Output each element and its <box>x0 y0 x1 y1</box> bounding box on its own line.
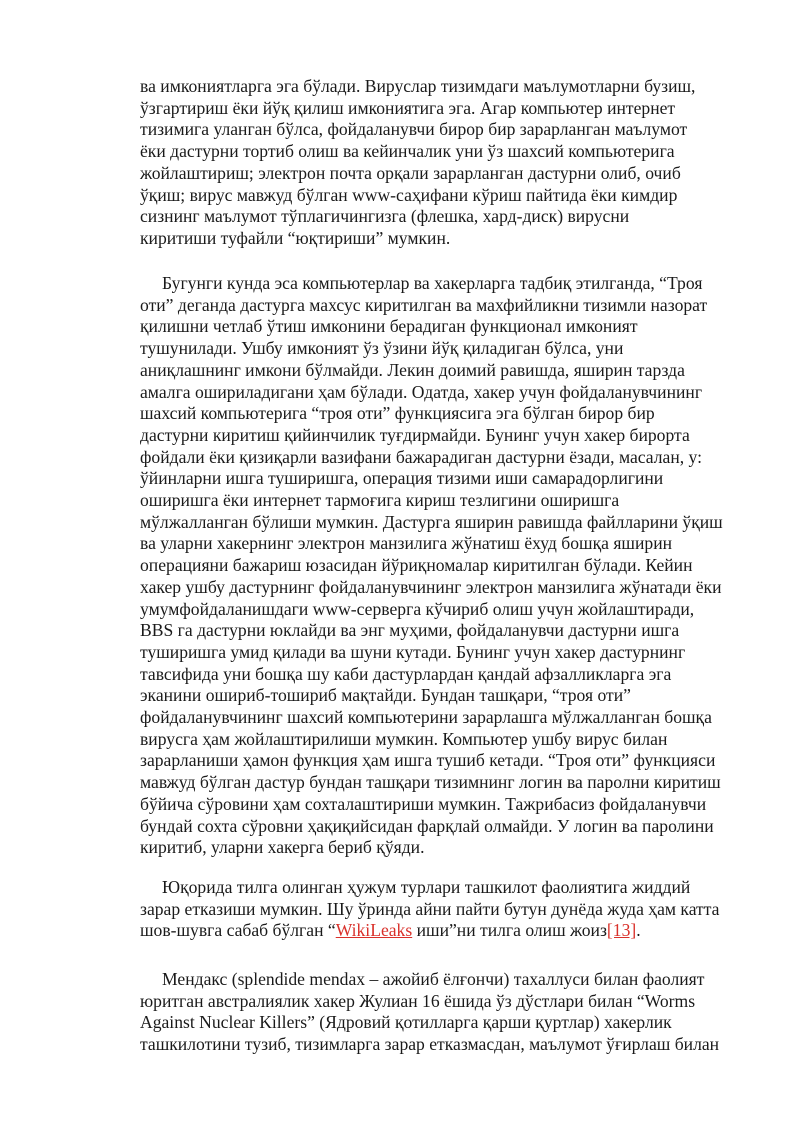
text-segment: мўлжалланган бўлиши мумкин. Дастурга яширин равишда файлларини ўқиш <box>140 511 723 532</box>
text-segment: ёки дастурни тортиб олиш ва кейинчалик уни ўз шахсий компьютерига <box>140 141 675 162</box>
text-segment: киритиб, уларни хакерга бериб қўяди. <box>140 837 425 858</box>
text-segment: фойдаланувчининг шахсий компьютерини зарарлашга мўлжалланган бошқа <box>140 707 712 727</box>
text-segment: амалга ошириладигани ҳам бўлади. Одатда, хакер учун фойдаланувчининг <box>140 381 703 402</box>
text-segment: . <box>636 920 641 941</box>
text-line <box>140 816 714 838</box>
text-line <box>140 1012 672 1034</box>
text-segment: шов-шувга сабаб бўлган “ <box>140 920 336 941</box>
text-line <box>140 185 677 207</box>
text-segment: зарарланиши ҳамон функция ҳам ишга тушиб кетади. “Троя оти” функцияси <box>140 750 716 771</box>
text-line <box>140 577 722 599</box>
text-segment: Against Nuclear Killers” (Ядровий қотилларга қарши қуртлар) хакерлик <box>140 1012 672 1033</box>
text-line <box>140 338 623 360</box>
text-segment: сизнинг маълумот тўплагичингизга (флешка, хард-диск) вирусни <box>140 206 630 227</box>
text-segment: операцияни бажариш юзасидан йўриқномалар киритилган бўлади. Кейин <box>140 555 693 576</box>
text-line <box>140 664 671 686</box>
text-line <box>140 141 675 163</box>
text-line <box>140 1034 719 1056</box>
text-line <box>140 98 675 120</box>
text-segment: шахсий компьютерига “троя оти” функциясига эга бўлган бирор бир <box>140 403 655 424</box>
text-line <box>140 360 685 382</box>
text-line <box>140 899 719 921</box>
text-segment: жойлаштириш; электрон почта орқали зарарланган дастурни олиб, очиб <box>140 162 681 183</box>
text-line <box>140 599 694 621</box>
text-line <box>140 877 690 899</box>
text-segment: ва имкониятларга эга бўлади. Вируслар тизимдаги маълумотларни бузиш, <box>140 76 696 96</box>
text-line <box>140 837 424 859</box>
text-line <box>140 382 702 404</box>
text-segment: ўзгартириш ёки йўқ қилиш имкониятига эга. Агар компьютер интернет <box>140 97 676 118</box>
text-line <box>140 316 638 338</box>
text-line <box>140 642 685 664</box>
text-segment: оширишга ёки интернет тармоғига кириш тезлигини оширишга <box>140 490 620 510</box>
text-segment: Юқорида тилга олинган ҳужум турлари ташкилот фаолиятига жиддий <box>140 877 691 897</box>
text-segment: туширишга умид қилади ва шуни кутади. Бунинг учун хакер дастурнинг <box>140 641 686 662</box>
text-segment: киритиши туфайли “юқтириши” мумкин. <box>140 227 451 248</box>
reference-link[interactable]: WikiLeaks <box>335 920 413 941</box>
text-line <box>140 119 687 141</box>
text-segment: бундай сохта сўровни ҳақиқийсидан фарқлай олмайди. У логин ва паролини <box>140 815 714 836</box>
text-segment: вирусга ҳам жойлаштирилиши мумкин. Компьютер ушбу вирус билан <box>140 728 668 749</box>
text-line <box>140 206 629 228</box>
text-line <box>140 163 681 185</box>
text-segment: фойдали ёки қизиқарли вазифани бажарадиган дастурни ёзади, масалан, у: <box>140 446 703 467</box>
text-segment: дастурни киритиш қийинчилик туғдирмайди. Бунинг учун хакер бирорта <box>140 424 690 445</box>
text-line <box>140 425 690 447</box>
text-segment: бўйича сўровини ҳам сохталаштириши мумкин. Тажрибасиз фойдаланувчи <box>140 793 707 814</box>
text-segment: иши”ни тилга олиш жоиз <box>412 920 607 941</box>
text-segment: қилишни четлаб ўтиш имконини берадиган функционал имконият <box>140 316 638 337</box>
text-line <box>140 707 712 729</box>
text-segment: ташкилотини тузиб, тизимларга зарар етказмасдан, маълумот ўғирлаш билан <box>140 1034 720 1055</box>
text-line <box>140 76 695 98</box>
text-line <box>140 969 704 991</box>
text-line <box>140 403 655 425</box>
text-segment: эканини ошириб-тошириб мақтайди. Бундан ташқари, “троя оти” <box>140 685 631 706</box>
text-segment: тавсифида уни бошқа шу каби дастурлардан қандай афзалликларга эга <box>140 663 672 684</box>
text-segment: Мендакс (splendide mendax – ажойиб ёлғончи) тахаллуси билан фаолият <box>140 969 705 989</box>
text-line <box>140 620 679 642</box>
text-line <box>140 533 672 555</box>
text-line <box>140 228 450 250</box>
text-segment: BBS га дастурни юклайди ва энг муҳими, фойдаланувчи дастурни ишга <box>140 620 680 641</box>
text-segment: ўйинларни ишга туширишга, операция тизими иши самарадорлигини <box>140 468 664 489</box>
text-segment: юритган австралиялик хакер Жулиан 16 ёшида ўз дўстлари билан “Worms <box>140 990 696 1011</box>
text-line <box>140 447 702 469</box>
text-line <box>140 555 693 577</box>
text-segment: аниқлашнинг имкони бўлмайди. Лекин доимий равишда, яширин тарзда <box>140 359 685 380</box>
text-line <box>140 273 702 295</box>
text-segment: тизимига уланган бўлса, фойдаланувчи бирор бир зарарланган маълумот <box>140 119 688 140</box>
text-segment: оти” деганда дастурга махсус киритилган ва махфийликни тизимли назорат <box>140 294 708 315</box>
text-line <box>140 685 631 707</box>
text-line <box>140 295 707 317</box>
text-line <box>140 750 715 772</box>
text-segment: мавжуд бўлган дастур бундан ташқари тизимнинг логин ва паролни киритиш <box>140 772 721 793</box>
text-line <box>140 512 723 534</box>
text-segment: хакер ушбу дастурнинг фойдаланувчининг электрон манзилига жўнатади ёки <box>140 576 722 597</box>
text-segment: ўқиш; вирус мавжуд бўлган www-саҳифани кўриш пайтида ёки кимдир <box>140 184 678 205</box>
text-segment: умумфойдаланишдаги www-серверга кўчириб олиш учун жойлаштиради, <box>140 598 695 619</box>
reference-link[interactable]: [13] <box>606 920 637 941</box>
text-line <box>140 490 619 512</box>
text-line <box>140 920 641 942</box>
text-segment: тушунилади. Ушбу имконият ўз ўзини йўқ қиладиган бўлса, уни <box>140 338 624 359</box>
text-line <box>140 991 695 1013</box>
text-line <box>140 468 663 490</box>
text-segment: ва уларни хакернинг электрон манзилига жўнатиш ёхуд бошқа яширин <box>140 533 673 554</box>
text-segment: Бугунги кунда эса компьютерлар ва хакерларга тадбиқ этилганда, “Троя <box>140 273 703 293</box>
text-line <box>140 794 706 816</box>
text-segment: зарар етказиши мумкин. Шу ўринда айни пайти бутун дунёда жуда ҳам катта <box>140 898 720 919</box>
text-line <box>140 729 667 751</box>
text-line <box>140 772 721 794</box>
